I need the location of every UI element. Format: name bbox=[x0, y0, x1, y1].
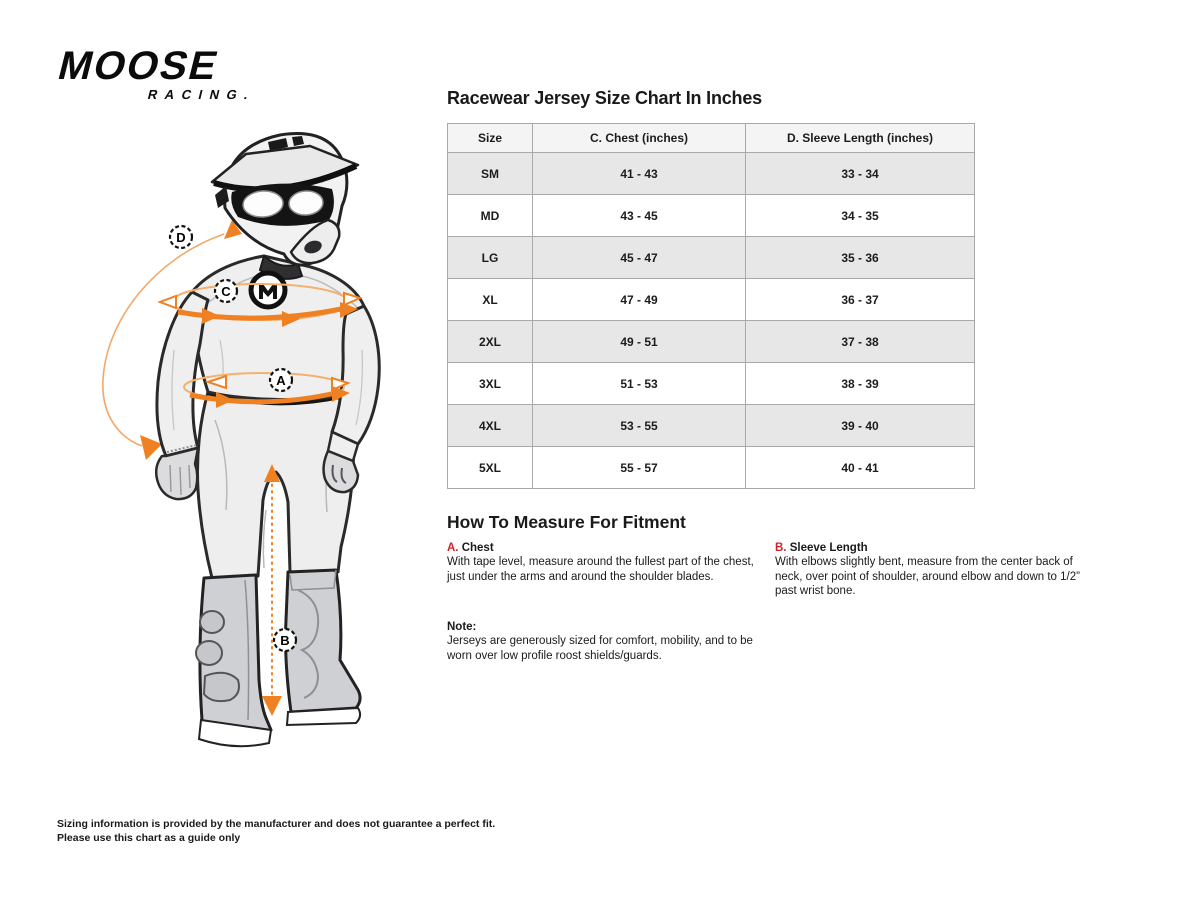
marker-b-letter: B bbox=[280, 633, 290, 648]
cell-chest: 41 - 43 bbox=[533, 153, 746, 195]
cell-size: 2XL bbox=[448, 321, 533, 363]
cell-chest: 51 - 53 bbox=[533, 363, 746, 405]
measure-item-chest-heading bbox=[447, 541, 765, 555]
marker-a bbox=[270, 369, 292, 391]
cell-chest: 43 - 45 bbox=[533, 195, 746, 237]
logo-subtext: RACING. bbox=[146, 87, 258, 102]
column-header-chest: C. Chest (inches) bbox=[533, 124, 746, 153]
disclaimer-line-2: Please use this chart as a guide only bbox=[57, 832, 241, 845]
measure-item-chest bbox=[447, 541, 765, 584]
measure-label-chest: Chest bbox=[461, 542, 494, 554]
marker-d-letter: D bbox=[176, 230, 186, 245]
cell-size: 5XL bbox=[448, 447, 533, 489]
measure-text-chest: With tape level, measure around the fullest part of the chest, just under the arms and around the shoulder blades. bbox=[447, 556, 754, 583]
table-row bbox=[448, 237, 975, 279]
cell-chest: 49 - 51 bbox=[533, 321, 746, 363]
note-text: Jerseys are generously sized for comfort, mobility, and to be worn over low profile roost shields/guards. bbox=[447, 635, 753, 662]
measure-item-sleeve-heading bbox=[775, 541, 1085, 555]
cell-sleeve: 40 - 41 bbox=[746, 447, 975, 489]
moose-racing-logo bbox=[50, 44, 267, 102]
measure-letter-b: B. bbox=[775, 542, 787, 554]
rider-illustration bbox=[40, 120, 440, 760]
cell-size: XL bbox=[448, 279, 533, 321]
measure-label-sleeve: Sleeve Length bbox=[789, 542, 868, 554]
cell-chest: 47 - 49 bbox=[533, 279, 746, 321]
note-label: Note: bbox=[447, 621, 477, 633]
column-header-size: Size bbox=[448, 124, 533, 153]
rider-boots bbox=[196, 570, 360, 746]
measure-letter-a: A. bbox=[447, 542, 459, 554]
table-row bbox=[448, 447, 975, 489]
cell-sleeve: 37 - 38 bbox=[746, 321, 975, 363]
marker-d bbox=[170, 226, 192, 248]
rider-helmet bbox=[212, 134, 358, 266]
table-row bbox=[448, 363, 975, 405]
cell-sleeve: 33 - 34 bbox=[746, 153, 975, 195]
marker-c bbox=[215, 280, 237, 302]
table-row bbox=[448, 195, 975, 237]
table-row bbox=[448, 279, 975, 321]
cell-sleeve: 38 - 39 bbox=[746, 363, 975, 405]
table-row bbox=[448, 153, 975, 195]
marker-c-letter: C bbox=[221, 284, 231, 299]
cell-sleeve: 39 - 40 bbox=[746, 405, 975, 447]
measure-item-sleeve bbox=[775, 541, 1085, 599]
moose-chest-logo bbox=[251, 273, 285, 307]
cell-chest: 55 - 57 bbox=[533, 447, 746, 489]
cell-size: MD bbox=[448, 195, 533, 237]
column-header-sleeve: D. Sleeve Length (inches) bbox=[746, 124, 975, 153]
logo-wordmark: MOOSE bbox=[53, 44, 224, 88]
cell-sleeve: 35 - 36 bbox=[746, 237, 975, 279]
note-block bbox=[447, 620, 777, 663]
table-header-row bbox=[448, 124, 975, 153]
sizing-disclaimer bbox=[57, 817, 495, 845]
cell-size: LG bbox=[448, 237, 533, 279]
size-chart-title: Racewear Jersey Size Chart In Inches bbox=[447, 88, 762, 108]
marker-a-letter: A bbox=[276, 373, 286, 388]
inseam-measure-line bbox=[262, 464, 282, 716]
cell-chest: 45 - 47 bbox=[533, 237, 746, 279]
cell-sleeve: 36 - 37 bbox=[746, 279, 975, 321]
size-chart-table bbox=[447, 123, 975, 489]
cell-size: 3XL bbox=[448, 363, 533, 405]
table-row bbox=[448, 405, 975, 447]
how-to-measure-title: How To Measure For Fitment bbox=[447, 512, 686, 532]
cell-size: 4XL bbox=[448, 405, 533, 447]
cell-size: SM bbox=[448, 153, 533, 195]
cell-sleeve: 34 - 35 bbox=[746, 195, 975, 237]
cell-chest: 53 - 55 bbox=[533, 405, 746, 447]
marker-b bbox=[274, 629, 296, 651]
disclaimer-line-1: Sizing information is provided by the manufacturer and does not guarantee a perfect fit. bbox=[57, 818, 496, 830]
table-row bbox=[448, 321, 975, 363]
measure-text-sleeve: With elbows slightly bent, measure from the center back of neck, over point of shoulder, around elbow and down to 1/2” past wrist bone. bbox=[775, 556, 1080, 598]
